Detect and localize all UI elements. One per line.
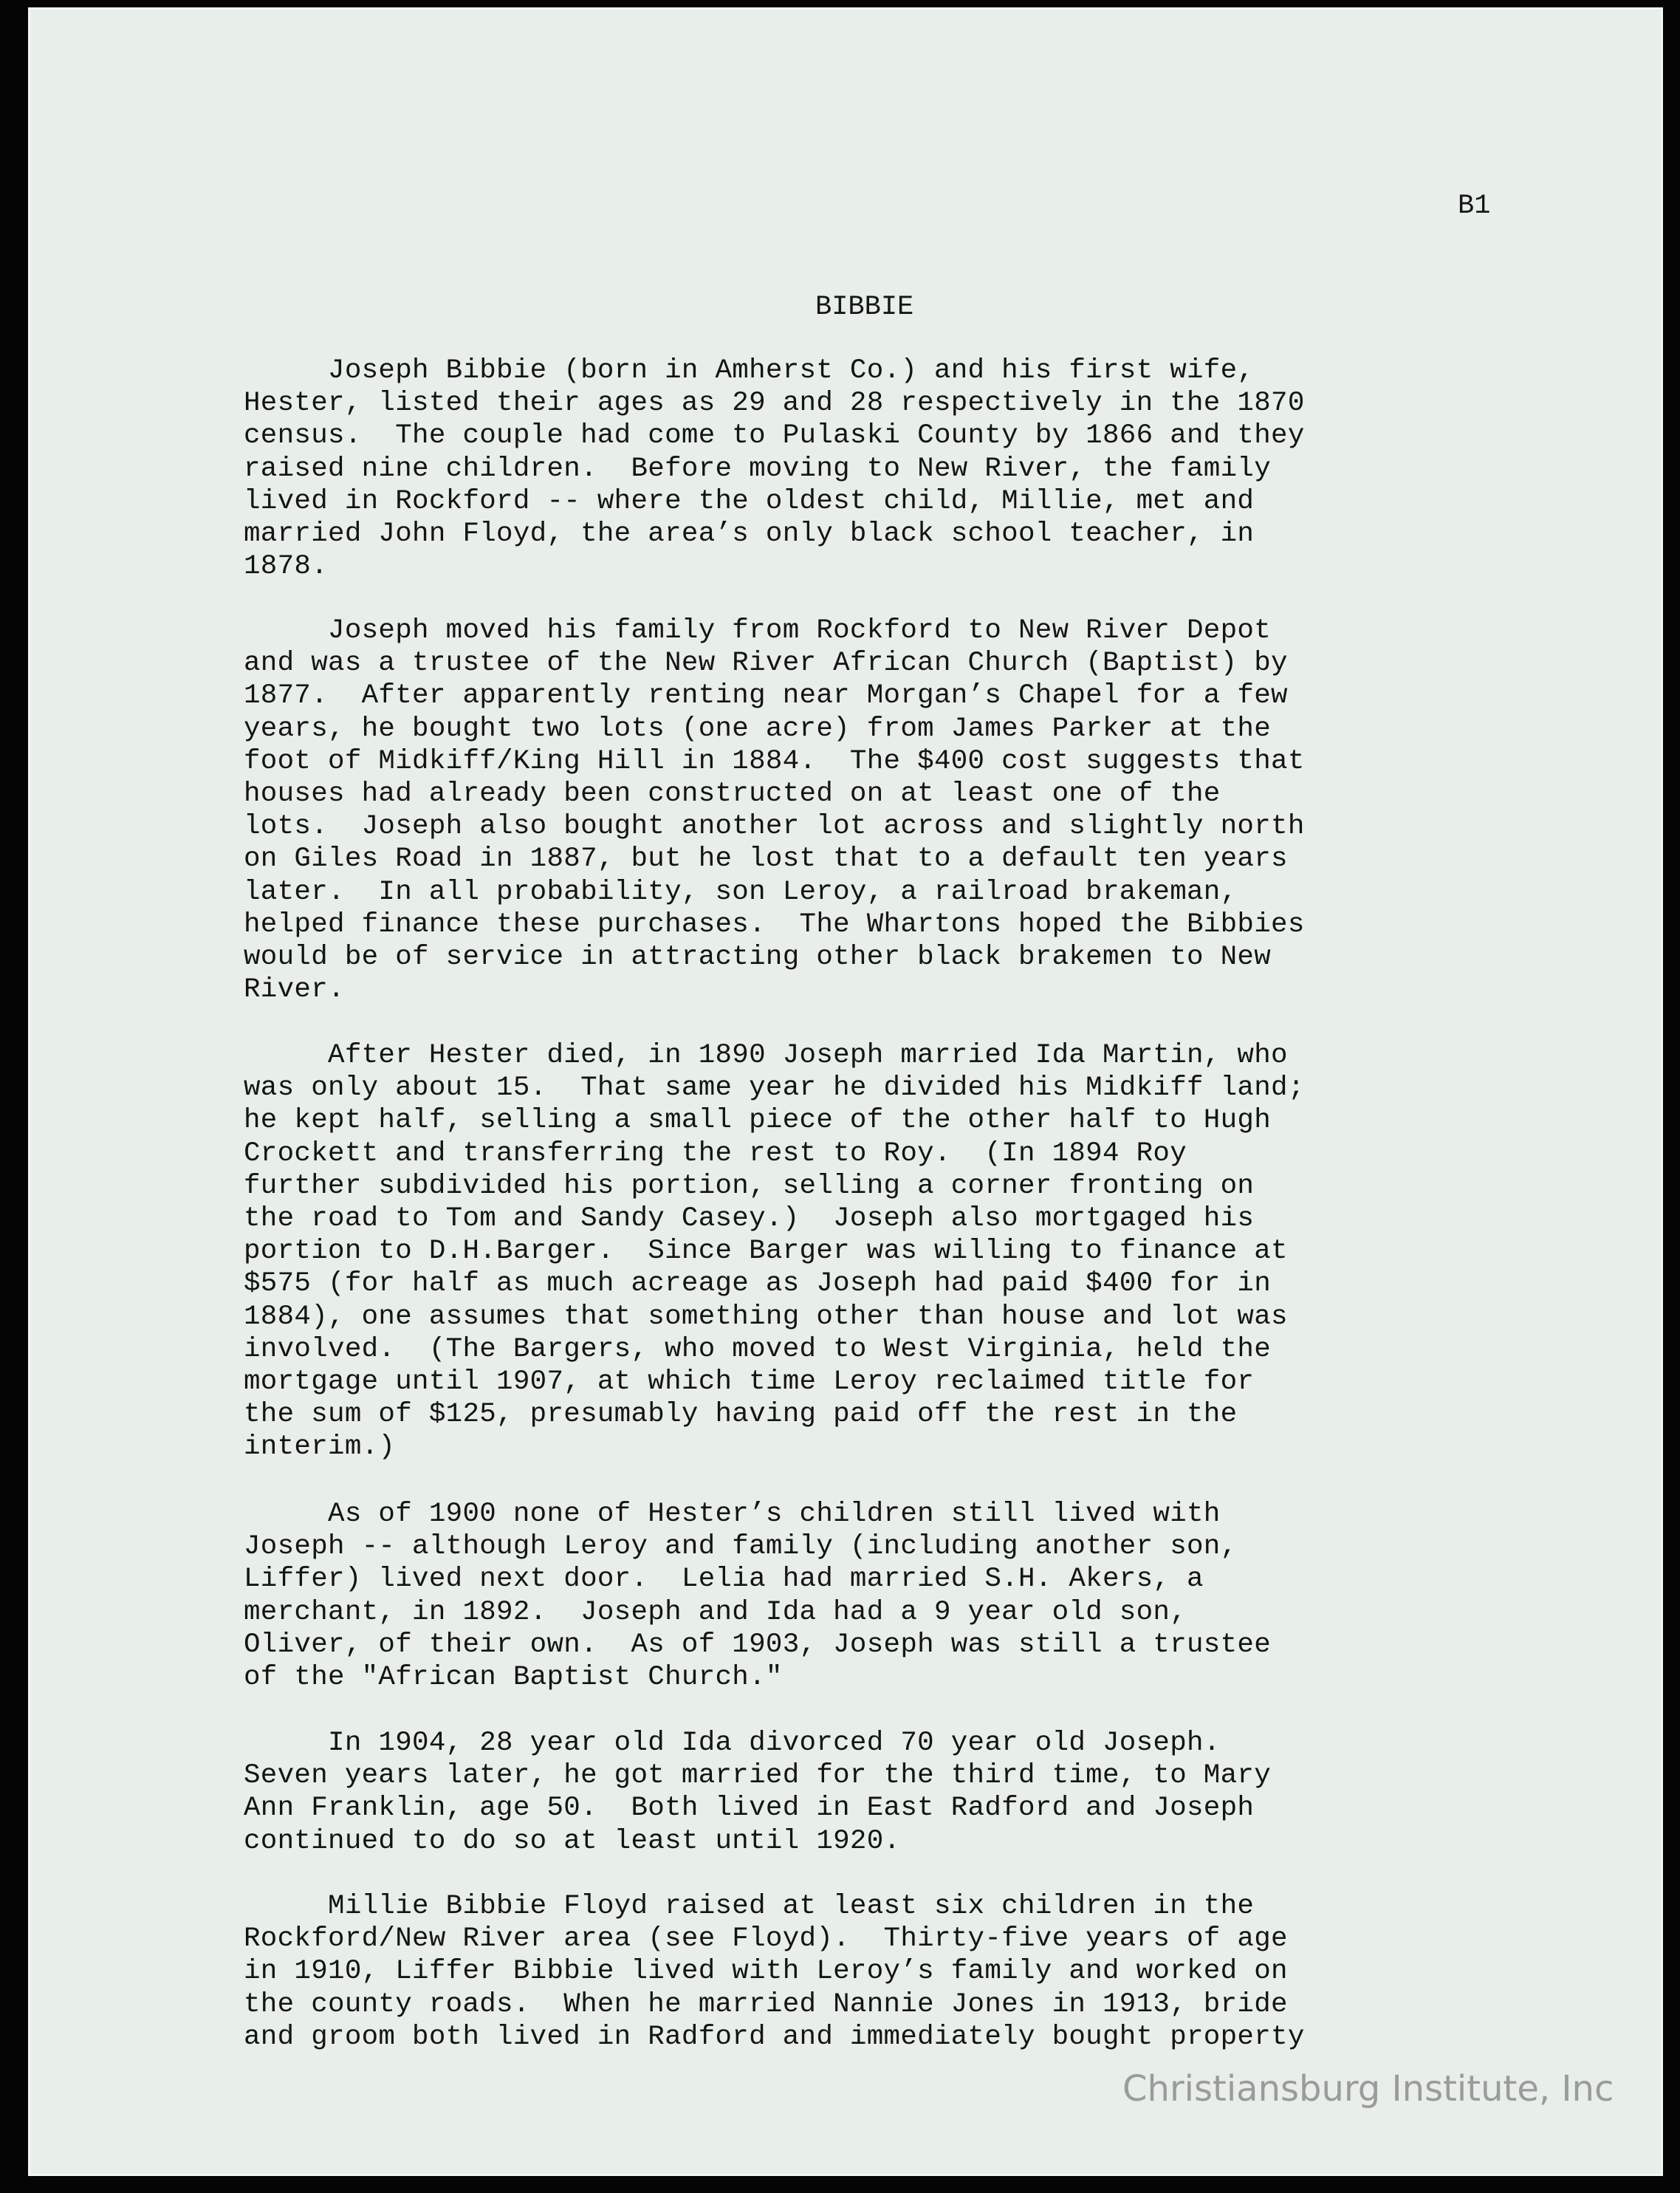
text-line: and groom both lived in Radford and immediately bought property: [244, 2021, 1305, 2053]
typed-page: [28, 7, 1663, 2176]
text-line: Ann Franklin, age 50. Both lived in East Radford and Joseph: [244, 1793, 1255, 1824]
text-line: Rockford/New River area (see Floyd). Thirty-five years of age: [244, 1923, 1288, 1955]
text-line: he kept half, selling a small piece of the other half to Hugh: [244, 1105, 1272, 1137]
text-line: portion to D.H.Barger. Since Barger was willing to finance at: [244, 1236, 1288, 1267]
text-line: After Hester died, in 1890 Joseph married Ida Martin, who: [244, 1040, 1288, 1071]
paragraph-6: [244, 1890, 1305, 2053]
text-line: In 1904, 28 year old Ida divorced 70 year old Joseph.: [244, 1728, 1221, 1759]
text-line: Crockett and transferring the rest to Roy. (In 1894 Roy: [244, 1137, 1187, 1169]
text-line: raised nine children. Before moving to New River, the family: [244, 453, 1272, 485]
text-line: the sum of $125, presumably having paid off the rest in the: [244, 1399, 1238, 1431]
text-line: on Giles Road in 1887, but he lost that to a default ten years: [244, 844, 1288, 875]
text-line: involved. (The Bargers, who moved to West Virginia, held the: [244, 1333, 1272, 1365]
text-line: Joseph moved his family from Rockford to New River Depot: [244, 615, 1272, 646]
text-line: would be of service in attracting other black brakemen to New: [244, 942, 1272, 974]
text-line: Liffer) lived next door. Lelia had married S.H. Akers, a: [244, 1564, 1204, 1595]
text-line: years, he bought two lots (one acre) from James Parker at the: [244, 713, 1272, 745]
text-line: 1877. After apparently renting near Morgan’s Chapel for a few: [244, 680, 1288, 712]
text-line: Seven years later, he got married for the third time, to Mary: [244, 1760, 1272, 1792]
text-line: Oliver, of their own. As of 1903, Joseph was still a trustee: [244, 1629, 1272, 1660]
text-line: Joseph -- although Leroy and family (including another son,: [244, 1531, 1238, 1563]
text-line: Millie Bibbie Floyd raised at least six children in the: [244, 1891, 1255, 1922]
text-line: continued to do so at least until 1920.: [244, 1825, 901, 1857]
text-line: 1878.: [244, 551, 329, 583]
text-line: Hester, listed their ages as 29 and 28 respectively in the 1870: [244, 388, 1305, 420]
text-line: Joseph Bibbie (born in Amherst Co.) and his first wife,: [244, 355, 1255, 386]
paragraph-1: [244, 355, 1305, 583]
text-line: further subdivided his portion, selling a corner fronting on: [244, 1170, 1255, 1202]
text-line: $575 (for half as much acreage as Joseph had paid $400 for in: [244, 1268, 1272, 1300]
paragraph-2: [244, 615, 1305, 1006]
paragraph-5: [244, 1727, 1271, 1858]
paragraph-4: [244, 1498, 1271, 1694]
text-line: the county roads. When he married Nannie Jones in 1913, bride: [244, 1988, 1288, 2020]
watermark: Christiansburg Institute, Inc: [1122, 2068, 1614, 2110]
text-line: in 1910, Liffer Bibbie lived with Leroy’s family and worked on: [244, 1956, 1288, 1988]
text-line: interim.): [244, 1431, 396, 1463]
text-line: 1884), one assumes that something other than house and lot was: [244, 1301, 1288, 1332]
text-line: and was a trustee of the New River African Church (Baptist) by: [244, 648, 1288, 680]
text-line: lived in Rockford -- where the oldest child, Millie, met and: [244, 485, 1255, 517]
page-number: B1: [1458, 191, 1491, 222]
text-line: helped finance these purchases. The Whartons hoped the Bibbies: [244, 909, 1305, 940]
text-line: As of 1900 none of Hester’s children still lived with: [244, 1499, 1221, 1530]
text-line: River.: [244, 974, 345, 1006]
text-line: married John Floyd, the area’s only black school teacher, in: [244, 519, 1255, 550]
text-line: census. The couple had come to Pulaski County by 1866 and they: [244, 420, 1305, 452]
page-title: BIBBIE: [815, 292, 914, 323]
text-line: of the "African Baptist Church.": [244, 1662, 783, 1694]
text-line: the road to Tom and Sandy Casey.) Joseph also mortgaged his: [244, 1203, 1255, 1235]
text-line: houses had already been constructed on at least one of the: [244, 779, 1221, 810]
text-line: lots. Joseph also bought another lot across and slightly north: [244, 811, 1305, 843]
paragraph-3: [244, 1039, 1305, 1464]
text-line: was only about 15. That same year he divided his Midkiff land;: [244, 1072, 1305, 1104]
text-line: merchant, in 1892. Joseph and Ida had a 9 year old son,: [244, 1596, 1187, 1628]
text-line: foot of Midkiff/King Hill in 1884. The $400 cost suggests that: [244, 745, 1305, 777]
text-line: mortgage until 1907, at which time Leroy reclaimed title for: [244, 1366, 1255, 1398]
text-line: later. In all probability, son Leroy, a railroad brakeman,: [244, 876, 1238, 908]
